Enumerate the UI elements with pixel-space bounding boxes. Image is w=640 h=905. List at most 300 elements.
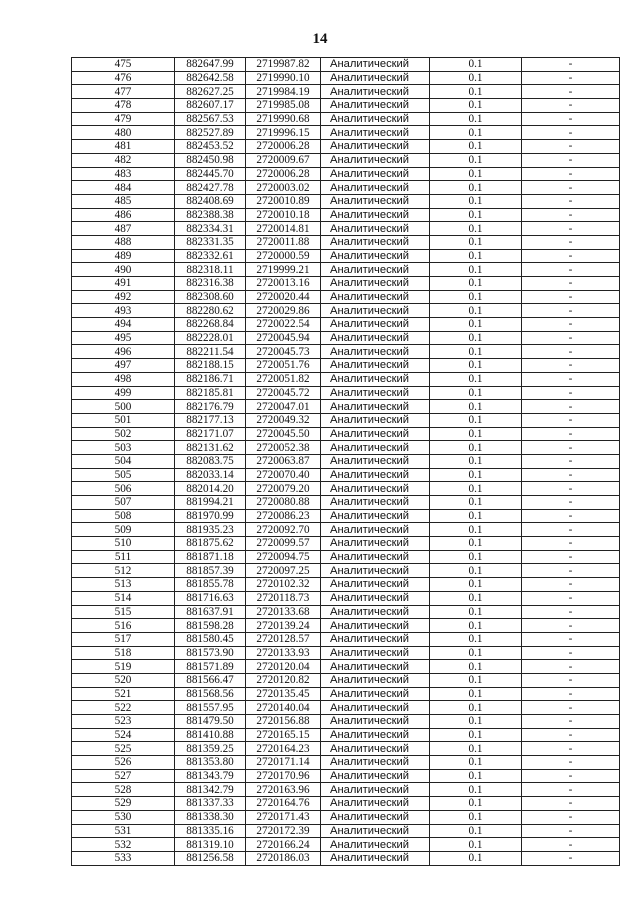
method-cell: Аналитический xyxy=(321,660,430,674)
x-coordinate-cell: 882228.01 xyxy=(175,331,246,345)
note-cell: - xyxy=(522,140,620,154)
y-coordinate-cell: 2720079.20 xyxy=(246,482,321,496)
point-number-cell: 522 xyxy=(72,701,175,715)
note-cell: - xyxy=(522,605,620,619)
y-coordinate-cell: 2720029.86 xyxy=(246,304,321,318)
method-cell: Аналитический xyxy=(321,701,430,715)
method-cell: Аналитический xyxy=(321,304,430,318)
point-number-cell: 520 xyxy=(72,673,175,687)
method-cell: Аналитический xyxy=(321,605,430,619)
y-coordinate-cell: 2720128.57 xyxy=(246,632,321,646)
point-number-cell: 478 xyxy=(72,99,175,113)
x-coordinate-cell: 882607.17 xyxy=(175,99,246,113)
point-number-cell: 508 xyxy=(72,509,175,523)
table-row xyxy=(72,400,620,414)
note-cell: - xyxy=(522,222,620,236)
x-coordinate-cell: 881571.89 xyxy=(175,660,246,674)
note-cell: - xyxy=(522,372,620,386)
x-coordinate-cell: 881637.91 xyxy=(175,605,246,619)
point-number-cell: 507 xyxy=(72,496,175,510)
note-cell: - xyxy=(522,441,620,455)
y-coordinate-cell: 2720099.57 xyxy=(246,537,321,551)
method-cell: Аналитический xyxy=(321,824,430,838)
method-cell: Аналитический xyxy=(321,454,430,468)
point-number-cell: 523 xyxy=(72,715,175,729)
y-coordinate-cell: 2720051.82 xyxy=(246,372,321,386)
y-coordinate-cell: 2720086.23 xyxy=(246,509,321,523)
table-row xyxy=(72,181,620,195)
table-row xyxy=(72,85,620,99)
point-number-cell: 514 xyxy=(72,591,175,605)
y-coordinate-cell: 2719996.15 xyxy=(246,126,321,140)
y-coordinate-cell: 2720009.67 xyxy=(246,153,321,167)
point-number-cell: 513 xyxy=(72,578,175,592)
y-coordinate-cell: 2720000.59 xyxy=(246,249,321,263)
x-coordinate-cell: 882453.52 xyxy=(175,140,246,154)
method-cell: Аналитический xyxy=(321,468,430,482)
method-cell: Аналитический xyxy=(321,194,430,208)
point-number-cell: 510 xyxy=(72,537,175,551)
accuracy-cell: 0.1 xyxy=(430,372,522,386)
method-cell: Аналитический xyxy=(321,687,430,701)
y-coordinate-cell: 2720052.38 xyxy=(246,441,321,455)
note-cell: - xyxy=(522,167,620,181)
x-coordinate-cell: 882308.60 xyxy=(175,290,246,304)
y-coordinate-cell: 2720051.76 xyxy=(246,359,321,373)
table-row xyxy=(72,290,620,304)
y-coordinate-cell: 2720171.43 xyxy=(246,810,321,824)
note-cell: - xyxy=(522,359,620,373)
accuracy-cell: 0.1 xyxy=(430,797,522,811)
table-row xyxy=(72,550,620,564)
table-row xyxy=(72,153,620,167)
method-cell: Аналитический xyxy=(321,372,430,386)
point-number-cell: 524 xyxy=(72,728,175,742)
accuracy-cell: 0.1 xyxy=(430,619,522,633)
table-row xyxy=(72,140,620,154)
accuracy-cell: 0.1 xyxy=(430,345,522,359)
x-coordinate-cell: 881256.58 xyxy=(175,851,246,865)
method-cell: Аналитический xyxy=(321,153,430,167)
y-coordinate-cell: 2720010.89 xyxy=(246,194,321,208)
x-coordinate-cell: 881875.62 xyxy=(175,537,246,551)
x-coordinate-cell: 882331.35 xyxy=(175,235,246,249)
note-cell: - xyxy=(522,427,620,441)
table-row xyxy=(72,564,620,578)
table-row xyxy=(72,167,620,181)
note-cell: - xyxy=(522,126,620,140)
point-number-cell: 476 xyxy=(72,71,175,85)
method-cell: Аналитический xyxy=(321,523,430,537)
method-cell: Аналитический xyxy=(321,140,430,154)
x-coordinate-cell: 882316.38 xyxy=(175,277,246,291)
method-cell: Аналитический xyxy=(321,619,430,633)
accuracy-cell: 0.1 xyxy=(430,769,522,783)
y-coordinate-cell: 2720171.14 xyxy=(246,756,321,770)
x-coordinate-cell: 882171.07 xyxy=(175,427,246,441)
note-cell: - xyxy=(522,181,620,195)
accuracy-cell: 0.1 xyxy=(430,331,522,345)
x-coordinate-cell: 881568.56 xyxy=(175,687,246,701)
y-coordinate-cell: 2720006.28 xyxy=(246,140,321,154)
table-row xyxy=(72,222,620,236)
accuracy-cell: 0.1 xyxy=(430,810,522,824)
method-cell: Аналитический xyxy=(321,318,430,332)
point-number-cell: 497 xyxy=(72,359,175,373)
table-row xyxy=(72,427,620,441)
x-coordinate-cell: 882014.20 xyxy=(175,482,246,496)
method-cell: Аналитический xyxy=(321,783,430,797)
x-coordinate-cell: 882445.70 xyxy=(175,167,246,181)
x-coordinate-cell: 881353.80 xyxy=(175,756,246,770)
x-coordinate-cell: 882185.81 xyxy=(175,386,246,400)
accuracy-cell: 0.1 xyxy=(430,537,522,551)
table-row xyxy=(72,386,620,400)
accuracy-cell: 0.1 xyxy=(430,400,522,414)
y-coordinate-cell: 2719990.10 xyxy=(246,71,321,85)
note-cell: - xyxy=(522,263,620,277)
table-row xyxy=(72,126,620,140)
x-coordinate-cell: 882033.14 xyxy=(175,468,246,482)
table-row xyxy=(72,783,620,797)
x-coordinate-cell: 881479.50 xyxy=(175,715,246,729)
note-cell: - xyxy=(522,646,620,660)
note-cell: - xyxy=(522,769,620,783)
y-coordinate-cell: 2720186.03 xyxy=(246,851,321,865)
x-coordinate-cell: 881342.79 xyxy=(175,783,246,797)
note-cell: - xyxy=(522,331,620,345)
table-row xyxy=(72,756,620,770)
accuracy-cell: 0.1 xyxy=(430,71,522,85)
accuracy-cell: 0.1 xyxy=(430,509,522,523)
point-number-cell: 495 xyxy=(72,331,175,345)
x-coordinate-cell: 881338.30 xyxy=(175,810,246,824)
point-number-cell: 491 xyxy=(72,277,175,291)
x-coordinate-cell: 881994.21 xyxy=(175,496,246,510)
page-number: 14 xyxy=(312,31,328,47)
note-cell: - xyxy=(522,345,620,359)
point-number-cell: 533 xyxy=(72,851,175,865)
note-cell: - xyxy=(522,591,620,605)
y-coordinate-cell: 2720011.88 xyxy=(246,235,321,249)
method-cell: Аналитический xyxy=(321,728,430,742)
note-cell: - xyxy=(522,632,620,646)
note-cell: - xyxy=(522,400,620,414)
table-row xyxy=(72,797,620,811)
note-cell: - xyxy=(522,673,620,687)
accuracy-cell: 0.1 xyxy=(430,58,522,72)
x-coordinate-cell: 881410.88 xyxy=(175,728,246,742)
method-cell: Аналитический xyxy=(321,509,430,523)
accuracy-cell: 0.1 xyxy=(430,263,522,277)
y-coordinate-cell: 2720133.68 xyxy=(246,605,321,619)
x-coordinate-cell: 882131.62 xyxy=(175,441,246,455)
method-cell: Аналитический xyxy=(321,769,430,783)
method-cell: Аналитический xyxy=(321,112,430,126)
point-number-cell: 516 xyxy=(72,619,175,633)
method-cell: Аналитический xyxy=(321,413,430,427)
note-cell: - xyxy=(522,85,620,99)
x-coordinate-cell: 882176.79 xyxy=(175,400,246,414)
method-cell: Аналитический xyxy=(321,263,430,277)
accuracy-cell: 0.1 xyxy=(430,824,522,838)
table-row xyxy=(72,208,620,222)
table-row xyxy=(72,660,620,674)
method-cell: Аналитический xyxy=(321,167,430,181)
x-coordinate-cell: 882186.71 xyxy=(175,372,246,386)
method-cell: Аналитический xyxy=(321,235,430,249)
note-cell: - xyxy=(522,619,620,633)
y-coordinate-cell: 2720120.82 xyxy=(246,673,321,687)
y-coordinate-cell: 2720045.73 xyxy=(246,345,321,359)
accuracy-cell: 0.1 xyxy=(430,728,522,742)
note-cell: - xyxy=(522,687,620,701)
table-row xyxy=(72,58,620,72)
table-row xyxy=(72,851,620,865)
accuracy-cell: 0.1 xyxy=(430,153,522,167)
method-cell: Аналитический xyxy=(321,126,430,140)
y-coordinate-cell: 2720118.73 xyxy=(246,591,321,605)
point-number-cell: 532 xyxy=(72,838,175,852)
x-coordinate-cell: 882642.58 xyxy=(175,71,246,85)
table-row xyxy=(72,482,620,496)
table-row xyxy=(72,372,620,386)
method-cell: Аналитический xyxy=(321,99,430,113)
point-number-cell: 483 xyxy=(72,167,175,181)
method-cell: Аналитический xyxy=(321,715,430,729)
x-coordinate-cell: 882567.53 xyxy=(175,112,246,126)
x-coordinate-cell: 881573.90 xyxy=(175,646,246,660)
note-cell: - xyxy=(522,537,620,551)
point-number-cell: 505 xyxy=(72,468,175,482)
x-coordinate-cell: 881970.99 xyxy=(175,509,246,523)
accuracy-cell: 0.1 xyxy=(430,112,522,126)
table-row xyxy=(72,591,620,605)
accuracy-cell: 0.1 xyxy=(430,783,522,797)
accuracy-cell: 0.1 xyxy=(430,550,522,564)
table-row xyxy=(72,742,620,756)
note-cell: - xyxy=(522,810,620,824)
accuracy-cell: 0.1 xyxy=(430,208,522,222)
note-cell: - xyxy=(522,550,620,564)
y-coordinate-cell: 2720163.96 xyxy=(246,783,321,797)
table-row xyxy=(72,249,620,263)
y-coordinate-cell: 2719990.68 xyxy=(246,112,321,126)
point-number-cell: 485 xyxy=(72,194,175,208)
point-number-cell: 526 xyxy=(72,756,175,770)
y-coordinate-cell: 2719999.21 xyxy=(246,263,321,277)
note-cell: - xyxy=(522,249,620,263)
method-cell: Аналитический xyxy=(321,400,430,414)
accuracy-cell: 0.1 xyxy=(430,318,522,332)
method-cell: Аналитический xyxy=(321,810,430,824)
x-coordinate-cell: 882334.31 xyxy=(175,222,246,236)
accuracy-cell: 0.1 xyxy=(430,523,522,537)
accuracy-cell: 0.1 xyxy=(430,194,522,208)
accuracy-cell: 0.1 xyxy=(430,496,522,510)
x-coordinate-cell: 882427.78 xyxy=(175,181,246,195)
accuracy-cell: 0.1 xyxy=(430,468,522,482)
x-coordinate-cell: 881855.78 xyxy=(175,578,246,592)
accuracy-cell: 0.1 xyxy=(430,756,522,770)
point-number-cell: 484 xyxy=(72,181,175,195)
note-cell: - xyxy=(522,851,620,865)
point-number-cell: 487 xyxy=(72,222,175,236)
note-cell: - xyxy=(522,290,620,304)
method-cell: Аналитический xyxy=(321,537,430,551)
accuracy-cell: 0.1 xyxy=(430,386,522,400)
table-row xyxy=(72,304,620,318)
note-cell: - xyxy=(522,742,620,756)
table-row xyxy=(72,112,620,126)
note-cell: - xyxy=(522,277,620,291)
accuracy-cell: 0.1 xyxy=(430,140,522,154)
accuracy-cell: 0.1 xyxy=(430,222,522,236)
accuracy-cell: 0.1 xyxy=(430,673,522,687)
method-cell: Аналитический xyxy=(321,550,430,564)
accuracy-cell: 0.1 xyxy=(430,167,522,181)
point-number-cell: 500 xyxy=(72,400,175,414)
accuracy-cell: 0.1 xyxy=(430,235,522,249)
point-number-cell: 499 xyxy=(72,386,175,400)
point-number-cell: 517 xyxy=(72,632,175,646)
accuracy-cell: 0.1 xyxy=(430,99,522,113)
x-coordinate-cell: 881716.63 xyxy=(175,591,246,605)
point-number-cell: 521 xyxy=(72,687,175,701)
table-row xyxy=(72,687,620,701)
point-number-cell: 502 xyxy=(72,427,175,441)
table-row xyxy=(72,496,620,510)
note-cell: - xyxy=(522,523,620,537)
accuracy-cell: 0.1 xyxy=(430,715,522,729)
method-cell: Аналитический xyxy=(321,85,430,99)
table-row xyxy=(72,673,620,687)
x-coordinate-cell: 882627.25 xyxy=(175,85,246,99)
y-coordinate-cell: 2720020.44 xyxy=(246,290,321,304)
x-coordinate-cell: 881857.39 xyxy=(175,564,246,578)
y-coordinate-cell: 2719985.08 xyxy=(246,99,321,113)
y-coordinate-cell: 2720156.88 xyxy=(246,715,321,729)
method-cell: Аналитический xyxy=(321,646,430,660)
point-number-cell: 515 xyxy=(72,605,175,619)
table-row xyxy=(72,715,620,729)
method-cell: Аналитический xyxy=(321,58,430,72)
table-row xyxy=(72,99,620,113)
table-row xyxy=(72,810,620,824)
note-cell: - xyxy=(522,578,620,592)
y-coordinate-cell: 2720166.24 xyxy=(246,838,321,852)
point-number-cell: 489 xyxy=(72,249,175,263)
point-number-cell: 493 xyxy=(72,304,175,318)
method-cell: Аналитический xyxy=(321,277,430,291)
method-cell: Аналитический xyxy=(321,386,430,400)
table-row xyxy=(72,194,620,208)
note-cell: - xyxy=(522,454,620,468)
point-number-cell: 501 xyxy=(72,413,175,427)
y-coordinate-cell: 2720102.32 xyxy=(246,578,321,592)
method-cell: Аналитический xyxy=(321,591,430,605)
table-row xyxy=(72,619,620,633)
point-number-cell: 525 xyxy=(72,742,175,756)
note-cell: - xyxy=(522,71,620,85)
accuracy-cell: 0.1 xyxy=(430,482,522,496)
note-cell: - xyxy=(522,318,620,332)
note-cell: - xyxy=(522,509,620,523)
y-coordinate-cell: 2720133.93 xyxy=(246,646,321,660)
point-number-cell: 475 xyxy=(72,58,175,72)
y-coordinate-cell: 2720164.76 xyxy=(246,797,321,811)
method-cell: Аналитический xyxy=(321,851,430,865)
point-number-cell: 477 xyxy=(72,85,175,99)
method-cell: Аналитический xyxy=(321,222,430,236)
x-coordinate-cell: 882647.99 xyxy=(175,58,246,72)
note-cell: - xyxy=(522,153,620,167)
y-coordinate-cell: 2720170.96 xyxy=(246,769,321,783)
y-coordinate-cell: 2720010.18 xyxy=(246,208,321,222)
y-coordinate-cell: 2720047.01 xyxy=(246,400,321,414)
table-row xyxy=(72,824,620,838)
note-cell: - xyxy=(522,386,620,400)
method-cell: Аналитический xyxy=(321,331,430,345)
y-coordinate-cell: 2720013.16 xyxy=(246,277,321,291)
note-cell: - xyxy=(522,838,620,852)
x-coordinate-cell: 882527.89 xyxy=(175,126,246,140)
point-number-cell: 479 xyxy=(72,112,175,126)
x-coordinate-cell: 882177.13 xyxy=(175,413,246,427)
accuracy-cell: 0.1 xyxy=(430,632,522,646)
y-coordinate-cell: 2720045.94 xyxy=(246,331,321,345)
point-number-cell: 527 xyxy=(72,769,175,783)
y-coordinate-cell: 2720049.32 xyxy=(246,413,321,427)
accuracy-cell: 0.1 xyxy=(430,249,522,263)
point-number-cell: 481 xyxy=(72,140,175,154)
method-cell: Аналитический xyxy=(321,427,430,441)
y-coordinate-cell: 2720139.24 xyxy=(246,619,321,633)
point-number-cell: 504 xyxy=(72,454,175,468)
accuracy-cell: 0.1 xyxy=(430,454,522,468)
coordinates-table-body xyxy=(72,58,620,866)
table-row xyxy=(72,578,620,592)
x-coordinate-cell: 882280.62 xyxy=(175,304,246,318)
x-coordinate-cell: 881871.18 xyxy=(175,550,246,564)
x-coordinate-cell: 882318.11 xyxy=(175,263,246,277)
accuracy-cell: 0.1 xyxy=(430,660,522,674)
y-coordinate-cell: 2720140.04 xyxy=(246,701,321,715)
table-row xyxy=(72,537,620,551)
note-cell: - xyxy=(522,715,620,729)
accuracy-cell: 0.1 xyxy=(430,742,522,756)
method-cell: Аналитический xyxy=(321,673,430,687)
method-cell: Аналитический xyxy=(321,496,430,510)
method-cell: Аналитический xyxy=(321,208,430,222)
x-coordinate-cell: 882211.54 xyxy=(175,345,246,359)
point-number-cell: 482 xyxy=(72,153,175,167)
method-cell: Аналитический xyxy=(321,71,430,85)
point-number-cell: 492 xyxy=(72,290,175,304)
accuracy-cell: 0.1 xyxy=(430,701,522,715)
table-row xyxy=(72,413,620,427)
x-coordinate-cell: 882188.15 xyxy=(175,359,246,373)
point-number-cell: 496 xyxy=(72,345,175,359)
table-row xyxy=(72,235,620,249)
x-coordinate-cell: 881319.10 xyxy=(175,838,246,852)
point-number-cell: 480 xyxy=(72,126,175,140)
method-cell: Аналитический xyxy=(321,482,430,496)
accuracy-cell: 0.1 xyxy=(430,85,522,99)
point-number-cell: 529 xyxy=(72,797,175,811)
y-coordinate-cell: 2720070.40 xyxy=(246,468,321,482)
point-number-cell: 528 xyxy=(72,783,175,797)
